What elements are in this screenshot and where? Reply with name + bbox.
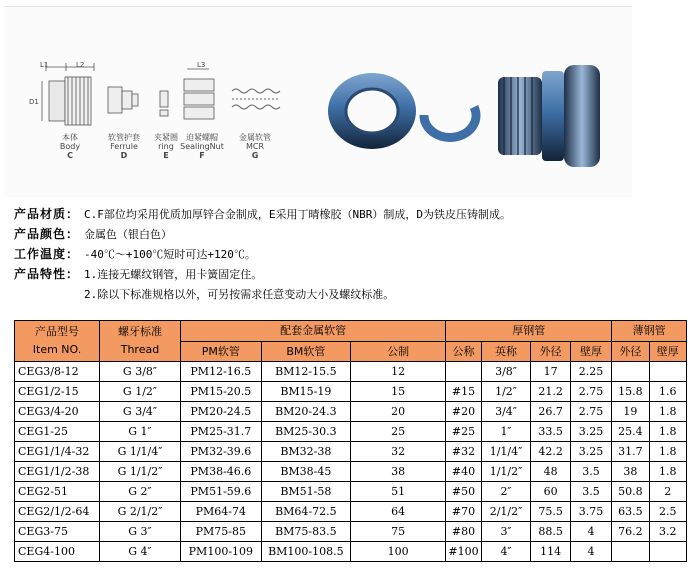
table-cell: 1.8 <box>649 402 686 422</box>
table-cell: BM15-19 <box>261 382 350 402</box>
component-code: F <box>199 151 205 160</box>
component-cn: 迫紧螺帽 <box>186 133 218 142</box>
cell-model: CEG1/2-15 <box>15 382 100 402</box>
table-cell: PM75-85 <box>180 522 261 542</box>
table-cell: 1.6 <box>649 382 686 402</box>
cell-model: CEG2-51 <box>15 482 100 502</box>
component-cn: 金属软管 <box>239 133 271 142</box>
spec-value: 1.连接无螺纹钢管，用卡簧固定住。 <box>84 268 263 281</box>
table-cell: 75.5 <box>531 502 570 522</box>
table-cell: PM15-20.5 <box>180 382 261 402</box>
spec-color <box>14 226 172 243</box>
table-cell: PM51-59.6 <box>180 482 261 502</box>
table-cell: BM12-15.5 <box>261 362 350 382</box>
table-cell: G 2″ <box>100 482 181 502</box>
component-cn: 软管护套 <box>108 133 140 142</box>
table-cell: 48 <box>531 462 570 482</box>
col-subheader: 英称 <box>481 342 531 362</box>
table-cell: 25 <box>350 422 445 442</box>
table-cell: 114 <box>531 542 570 562</box>
table-row <box>15 522 687 542</box>
table-cell <box>612 362 649 382</box>
cell-model: CEG3/4-20 <box>15 402 100 422</box>
component-code: D <box>120 151 128 160</box>
table-cell: 31.7 <box>612 442 649 462</box>
table-cell: G 3/8″ <box>100 362 181 382</box>
assembled-fitting-photo <box>498 65 600 167</box>
table-cell <box>649 542 686 562</box>
col-subheader: BM软管 <box>261 342 350 362</box>
component-en: Body <box>59 142 81 151</box>
table-cell: 15.8 <box>612 382 649 402</box>
spec-value: 2.除以下标准规格以外，可另按需求任意变动大小及螺纹标准。 <box>84 288 395 301</box>
component-metal-hose <box>232 133 278 160</box>
spec-value: 金属色（银白色） <box>84 228 172 241</box>
table-cell: PM64-74 <box>180 502 261 522</box>
table-body <box>15 362 687 562</box>
table-cell: 51 <box>350 482 445 502</box>
col-header-thread-cn: 螺牙标准 <box>117 325 162 338</box>
table-cell: 15 <box>350 382 445 402</box>
col-subheader: 外径 <box>531 342 570 362</box>
table-row <box>15 462 687 482</box>
component-body <box>50 133 90 160</box>
table-cell: PM100-109 <box>180 542 261 562</box>
table-cell: PM38-46.6 <box>180 462 261 482</box>
table-cell: 2.5 <box>649 502 686 522</box>
table-cell: 4 <box>570 542 611 562</box>
col-subheader: 公称 <box>446 342 481 362</box>
table-row <box>15 482 687 502</box>
dim-l2: L2 <box>76 61 85 69</box>
product-illustration <box>4 6 632 197</box>
component-en: SealingNut <box>180 142 224 151</box>
ring-drawing <box>160 91 168 116</box>
cell-model: CEG2/1/2-64 <box>15 502 100 522</box>
table-cell: 32 <box>350 442 445 462</box>
dim-d1: D1 <box>29 98 39 106</box>
component-ferrule <box>102 133 146 160</box>
cell-model: CEG3/8-12 <box>15 362 100 382</box>
table-cell: #70 <box>446 502 481 522</box>
table-cell: 75 <box>350 522 445 542</box>
table-cell: 100 <box>350 542 445 562</box>
table-row <box>15 542 687 562</box>
table-cell: 1/1/2″ <box>481 462 531 482</box>
table-cell: 1/2″ <box>481 382 531 402</box>
table-cell: #15 <box>446 382 481 402</box>
table-cell: 4″ <box>481 542 531 562</box>
table-cell: #80 <box>446 522 481 542</box>
component-en: Ferrule <box>110 142 138 151</box>
table-cell: G 3/4″ <box>100 402 181 422</box>
table-cell: 64 <box>350 502 445 522</box>
table-cell: 1/1/4″ <box>481 442 531 462</box>
component-cn: 夹紧圈 <box>154 133 178 142</box>
table-cell: 3.2 <box>649 522 686 542</box>
col-subheader: 公制 <box>350 342 445 362</box>
col-subheader: 壁厚 <box>649 342 686 362</box>
table-cell: G 2/1/2″ <box>100 502 181 522</box>
table-cell: #40 <box>446 462 481 482</box>
table-row <box>15 422 687 442</box>
table-cell: 1.8 <box>649 442 686 462</box>
table-row <box>15 402 687 422</box>
table-cell: BM64-72.5 <box>261 502 350 522</box>
table-cell: 1.8 <box>649 422 686 442</box>
component-cn: 本体 <box>62 133 78 142</box>
spec-key: 工作温度： <box>14 247 80 261</box>
table-row <box>15 502 687 522</box>
table-cell: BM25-30.3 <box>261 422 350 442</box>
spec-key: 产品特性： <box>14 267 80 281</box>
table-cell: 3.75 <box>570 502 611 522</box>
spec-features <box>14 266 262 283</box>
table-cell: G 3″ <box>100 522 181 542</box>
table-cell: 3.5 <box>570 462 611 482</box>
spec-temperature <box>14 246 256 263</box>
table-cell: BM32-38 <box>261 442 350 462</box>
table-cell <box>612 542 649 562</box>
col-header-model-cn: 产品型号 <box>35 325 80 338</box>
table-cell: 33.5 <box>531 422 570 442</box>
table-cell: 50.8 <box>612 482 649 502</box>
table-cell: 3.25 <box>570 422 611 442</box>
table-row <box>15 362 687 382</box>
table-cell: 2 <box>649 482 686 502</box>
table-cell: BM75-83.5 <box>261 522 350 542</box>
table-row <box>15 382 687 402</box>
spec-key: 产品材质： <box>14 207 80 221</box>
table-cell: 2.75 <box>570 402 611 422</box>
table-cell: 38 <box>350 462 445 482</box>
col-subheader: 壁厚 <box>570 342 611 362</box>
spec-features-2 <box>14 286 394 303</box>
table-cell: 2/1/2″ <box>481 502 531 522</box>
component-en: MCR <box>245 142 265 151</box>
table-cell: 26.7 <box>531 402 570 422</box>
cell-model: CEG3-75 <box>15 522 100 542</box>
table-cell: #100 <box>446 542 481 562</box>
ferrule-drawing <box>108 87 138 113</box>
component-code: G <box>251 151 259 160</box>
table-cell: 76.2 <box>612 522 649 542</box>
specification-table <box>14 320 687 562</box>
col-header-model-en: Item NO. <box>32 343 82 356</box>
metal-hose-drawing <box>232 89 280 109</box>
table-cell: G 1/2″ <box>100 382 181 402</box>
table-cell: 20 <box>350 402 445 422</box>
table-cell: 17 <box>531 362 570 382</box>
table-cell: 3″ <box>481 522 531 542</box>
table-cell <box>446 362 481 382</box>
spec-material <box>14 206 511 223</box>
table-cell: 4 <box>570 522 611 542</box>
table-cell: PM25-31.7 <box>180 422 261 442</box>
table-cell: G 1/1/4″ <box>100 442 181 462</box>
table-cell: 88.5 <box>531 522 570 542</box>
table-cell: 3.25 <box>570 442 611 462</box>
table-cell: #32 <box>446 442 481 462</box>
table-cell: #20 <box>446 402 481 422</box>
table-cell: PM20-24.5 <box>180 402 261 422</box>
table-row <box>15 442 687 462</box>
component-en: ring <box>158 142 174 151</box>
table-cell: BM51-58 <box>261 482 350 502</box>
col-subheader: PM软管 <box>180 342 261 362</box>
table-cell <box>649 362 686 382</box>
sealing-nut-drawing <box>184 69 214 119</box>
table-cell: 1.8 <box>649 462 686 482</box>
table-cell: 21.2 <box>531 382 570 402</box>
clamp-ring-photo <box>424 107 476 137</box>
table-cell: 2″ <box>481 482 531 502</box>
table-cell: 1″ <box>481 422 531 442</box>
col-header-thread-en: Thread <box>120 343 160 356</box>
table-cell: 3/8″ <box>481 362 531 382</box>
table-cell: 25.4 <box>612 422 649 442</box>
table-cell: 63.5 <box>612 502 649 522</box>
col-header-hose: 配套金属软管 <box>180 321 445 342</box>
col-subheader: 外径 <box>612 342 649 362</box>
dim-l3: L3 <box>197 61 206 69</box>
nut-photo <box>328 73 416 149</box>
cell-model: CEG1/1/4-32 <box>15 442 100 462</box>
table-cell: 3.5 <box>570 482 611 502</box>
table-cell: G 1/1/2″ <box>100 462 181 482</box>
table-cell: BM100-108.5 <box>261 542 350 562</box>
component-code: E <box>163 151 169 160</box>
table-cell: 12 <box>350 362 445 382</box>
table-cell: 19 <box>612 402 649 422</box>
table-cell: 42.2 <box>531 442 570 462</box>
table-cell: G 4″ <box>100 542 181 562</box>
col-header-thick-pipe: 厚钢管 <box>446 321 612 342</box>
table-cell: PM12-16.5 <box>180 362 261 382</box>
col-header-thin-pipe: 薄钢管 <box>612 321 687 342</box>
table-cell: 60 <box>531 482 570 502</box>
cell-model: CEG1-25 <box>15 422 100 442</box>
table-cell: #25 <box>446 422 481 442</box>
cell-model: CEG4-100 <box>15 542 100 562</box>
component-code: C <box>67 151 73 160</box>
exploded-parts-diagram <box>4 7 632 197</box>
cell-model: CEG1/1/2-38 <box>15 462 100 482</box>
spec-value: C.F部位均采用优质加厚锌合金制成，E采用丁晴橡胶（NBR）制成，D为铁皮压铸制成。 <box>84 208 511 221</box>
spec-key: 产品颜色： <box>14 227 80 241</box>
table-cell: BM20-24.3 <box>261 402 350 422</box>
table-cell: #50 <box>446 482 481 502</box>
table-cell: BM38-45 <box>261 462 350 482</box>
col-header-model <box>15 321 100 362</box>
table-cell: 2.25 <box>570 362 611 382</box>
table-cell: 2.75 <box>570 382 611 402</box>
table-cell: PM32-39.6 <box>180 442 261 462</box>
dim-l1: L1 <box>40 61 49 69</box>
table-cell: G 1″ <box>100 422 181 442</box>
table-cell: 38 <box>612 462 649 482</box>
spec-value: -40℃～+100℃短时可达+120℃。 <box>84 248 256 261</box>
body-drawing <box>42 63 94 125</box>
table-cell: 3/4″ <box>481 402 531 422</box>
col-header-thread <box>100 321 181 362</box>
component-sealing-nut <box>176 133 228 160</box>
